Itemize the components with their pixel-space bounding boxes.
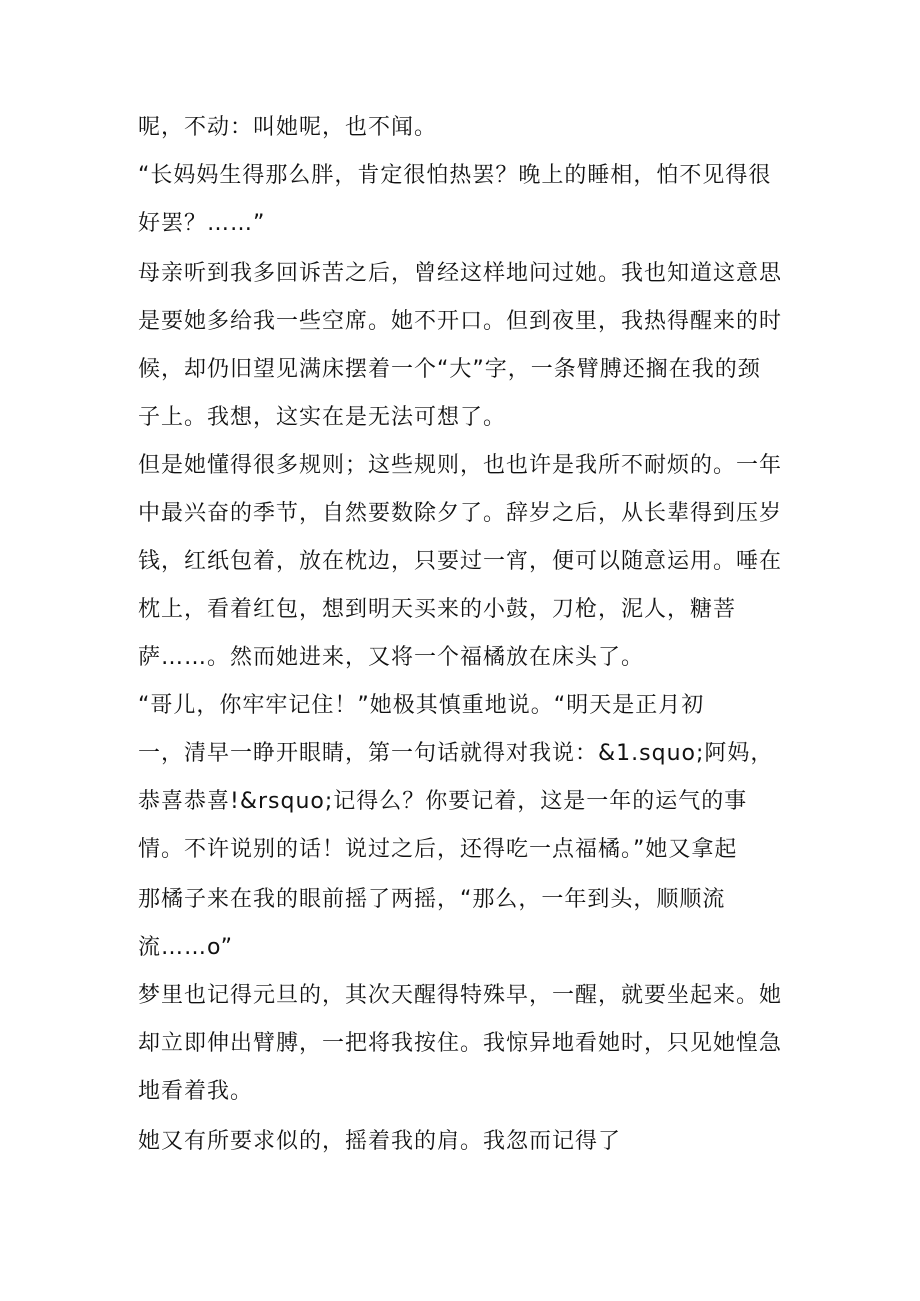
text-line: 她又有所要求似的，摇着我的肩。我忽而记得了 bbox=[138, 1129, 622, 1154]
text-line: 钱，红纸包着，放在枕边，只要过一宵，便可以随意运用。唾在 bbox=[138, 549, 783, 574]
text-line: 情。不许说别的话！说过之后，还得吃一点福橘。”她又拿起 bbox=[138, 837, 738, 862]
text-line: 地看着我。 bbox=[138, 1079, 254, 1104]
text-line: 流……o” bbox=[138, 935, 234, 960]
text-line: “哥儿，你牢牢记住！”她极其慎重地说。“明天是正月初 bbox=[138, 693, 705, 718]
text-line: 母亲听到我多回诉苦之后，曾经这样地问过她。我也知道这意思 bbox=[138, 261, 783, 286]
text-line: 是要她多给我一些空席。她不开口。但到夜里，我热得醒来的时 bbox=[138, 309, 783, 334]
text-line: “长妈妈生得那么胖，肯定很怕热罢？晚上的睡相，怕不见得很 bbox=[138, 163, 772, 188]
text-line: 呢，不动：叫她呢，也不闻。 bbox=[138, 115, 438, 140]
text-line: 梦里也记得元旦的，其次天醒得特殊早，一醒，就要坐起来。她 bbox=[138, 983, 783, 1008]
text-line: 但是她懂得很多规则；这些规则，也也许是我所不耐烦的。一年 bbox=[138, 453, 783, 478]
text-line: 枕上，看着红包，想到明天买来的小鼓，刀枪，泥人，糖菩 bbox=[138, 597, 737, 622]
text-line: 那橘子来在我的眼前摇了两摇，“那么，一年到头，顺顺流 bbox=[138, 887, 726, 912]
text-line: 却立即伸出臂膊，一把将我按住。我惊异地看她时，只见她惶急 bbox=[138, 1031, 783, 1056]
text-line: 恭喜恭喜!&rsquo;记得么？你要记着，这是一年的运气的事 bbox=[138, 789, 748, 814]
text-line: 子上。我想，这实在是无法可想了。 bbox=[138, 405, 507, 430]
text-line: 萨……。然而她进来，又将一个福橘放在床头了。 bbox=[138, 645, 645, 670]
text-line: 一，清早一睁开眼睛，第一句话就得对我说：&1.squo;阿妈， bbox=[138, 741, 774, 766]
text-line: 好罢？……” bbox=[138, 211, 266, 236]
text-line: 中最兴奋的季节，自然要数除夕了。辞岁之后，从长辈得到压岁 bbox=[138, 501, 783, 526]
text-line: 候，却仍旧望见满床摆着一个“大”字，一条臂膊还搁在我的颈 bbox=[138, 357, 761, 382]
